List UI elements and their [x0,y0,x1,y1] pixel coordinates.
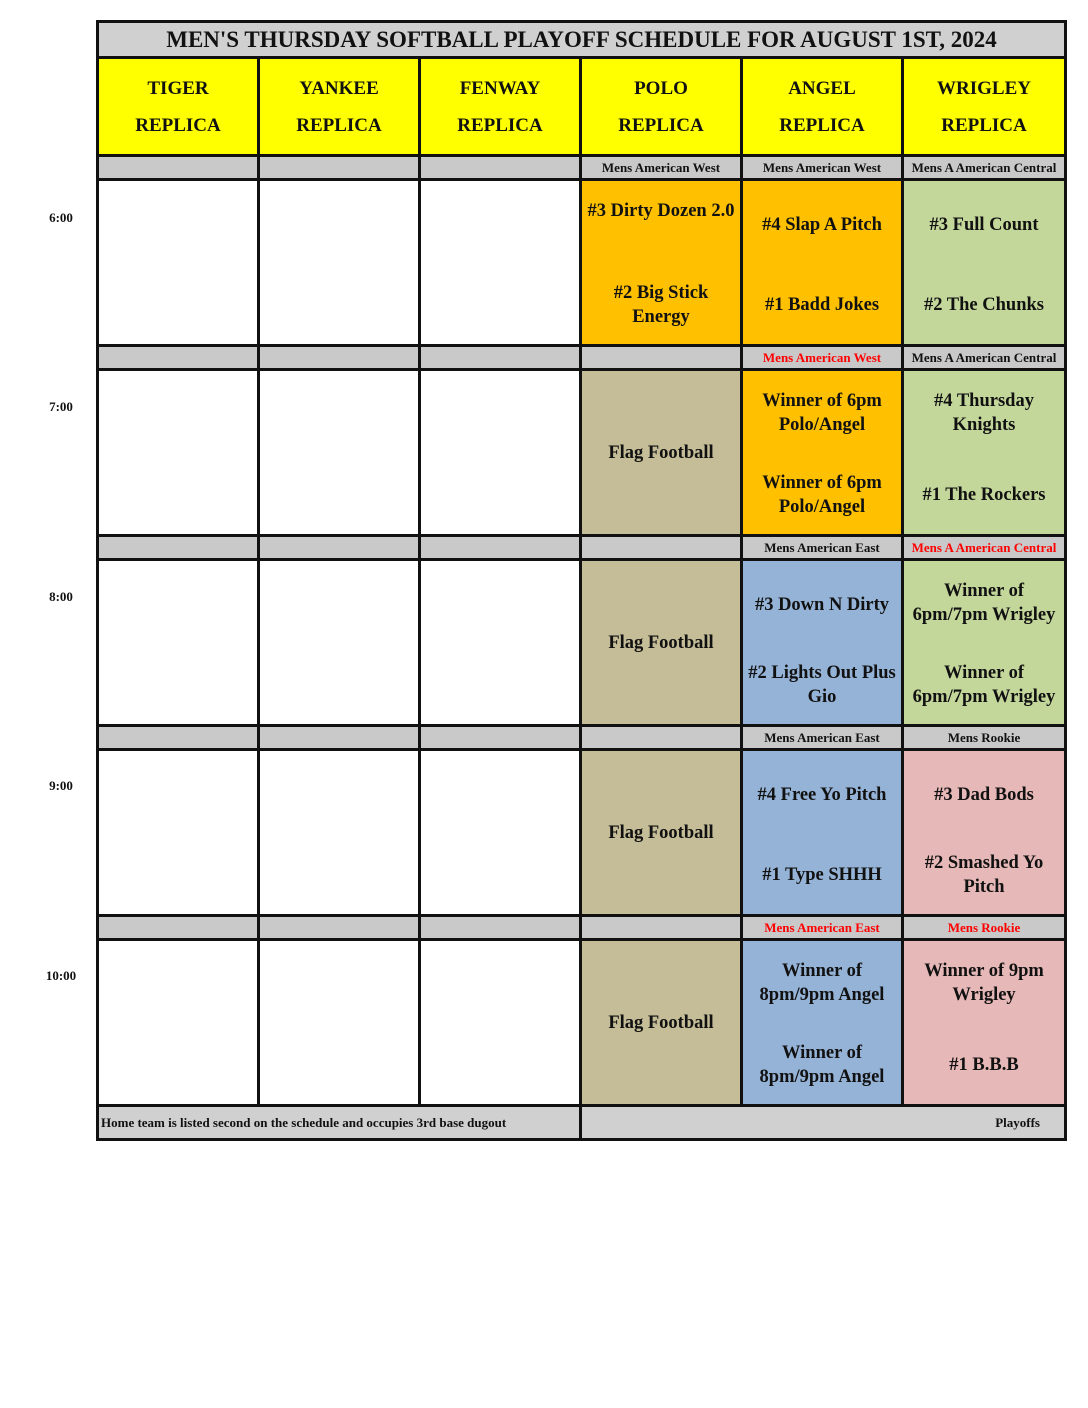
division-cell [259,726,420,750]
home-team: #2 Big Stick Energy [613,282,709,327]
game-row [98,370,1066,536]
time-label-9: 9:00 [49,778,73,793]
division-label-polo: Mens American West [581,156,742,180]
game-cell-wrigley [903,560,1066,726]
empty-slot [259,370,420,536]
empty-slot [98,560,259,726]
schedule-table [96,20,1067,1141]
division-label-angel: Mens American West [742,156,903,180]
division-label-wrigley: Mens Rookie [903,916,1066,940]
empty-slot [259,750,420,916]
division-cell [420,916,581,940]
away-team: #4 Free Yo Pitch [757,784,887,805]
division-cell [420,346,581,370]
away-team: #3 Dad Bods [934,784,1034,805]
division-label-angel: Mens American East [742,536,903,560]
away-team: Winner of 8pm/9pm Angel [759,960,885,1005]
home-team: #1 Type SHHH [762,864,882,885]
empty-slot [420,940,581,1106]
game-row [98,560,1066,726]
field-header-tiger: TIGER REPLICA [98,58,259,156]
time-label-7: 7:00 [49,399,73,414]
division-cell [98,536,259,560]
division-label-wrigley: Mens A American Central [903,536,1066,560]
away-team: #3 Dirty Dozen 2.0 [587,200,735,221]
away-team: #3 Down N Dirty [754,594,890,615]
division-cell [98,346,259,370]
home-team: #1 B.B.B [949,1054,1019,1075]
empty-slot [259,560,420,726]
division-label-polo [581,726,742,750]
home-team: #1 Badd Jokes [764,294,880,315]
division-row [98,346,1066,370]
game-cell-angel [742,370,903,536]
division-label-angel: Mens American East [742,916,903,940]
home-team: Winner of 6pm Polo/Angel [762,472,882,517]
game-cell-angel [742,750,903,916]
time-label-10: 10:00 [45,968,77,983]
division-cell [98,726,259,750]
empty-slot [98,180,259,346]
game-cell-wrigley [903,750,1066,916]
page-title: MEN'S THURSDAY SOFTBALL PLAYOFF SCHEDULE FOR AUGUST 1ST, 2024 [98,22,1066,58]
empty-slot [259,180,420,346]
division-label-wrigley: Mens A American Central [903,156,1066,180]
division-label-angel: Mens American East [742,726,903,750]
game-cell-polo: Flag Football [581,560,742,726]
division-cell [98,156,259,180]
game-row [98,750,1066,916]
game-cell-angel [742,940,903,1106]
game-row [98,940,1066,1106]
home-team: #2 Lights Out Plus Gio [748,662,896,707]
division-label-angel: Mens American West [742,346,903,370]
field-header-yankee: YANKEE REPLICA [259,58,420,156]
empty-slot [98,940,259,1106]
game-cell-wrigley [903,180,1066,346]
division-cell [98,916,259,940]
away-team: #4 Slap A Pitch [762,214,882,235]
home-team: #2 The Chunks [924,294,1044,315]
game-cell-polo: Flag Football [581,750,742,916]
away-team: Winner of 9pm Wrigley [924,960,1044,1005]
footer-row [98,1106,1066,1140]
division-cell [420,536,581,560]
division-label-polo [581,536,742,560]
game-cell-wrigley [903,940,1066,1106]
division-cell [259,536,420,560]
field-header-fenway: FENWAY REPLICA [420,58,581,156]
game-cell-wrigley [903,370,1066,536]
division-label-wrigley: Mens Rookie [903,726,1066,750]
division-row [98,536,1066,560]
game-cell-polo [581,180,742,346]
division-label-polo [581,346,742,370]
field-header-row [98,58,1066,156]
division-cell [420,726,581,750]
field-header-angel: ANGEL REPLICA [742,58,903,156]
game-cell-polo: Flag Football [581,370,742,536]
division-cell [259,916,420,940]
division-row [98,916,1066,940]
game-cell-angel [742,180,903,346]
division-row [98,156,1066,180]
footer-label: Playoffs [581,1106,1066,1140]
division-cell [259,346,420,370]
home-team: #1 The Rockers [922,484,1046,505]
division-row [98,726,1066,750]
empty-slot [259,940,420,1106]
game-row [98,180,1066,346]
division-label-polo [581,916,742,940]
away-team: Winner of 6pm/7pm Wrigley [912,580,1056,625]
home-team: Winner of 6pm/7pm Wrigley [912,662,1056,707]
time-label-6: 6:00 [49,210,73,225]
time-label-8: 8:00 [49,589,73,604]
field-header-wrigley: WRIGLEY REPLICA [903,58,1066,156]
away-team: #4 Thursday Knights [934,390,1034,435]
empty-slot [420,370,581,536]
home-team: #2 Smashed Yo Pitch [924,852,1044,897]
footer-note: Home team is listed second on the schedule and occupies 3rd base dugout [98,1106,581,1140]
division-cell [259,156,420,180]
away-team: #3 Full Count [929,214,1039,235]
field-header-polo: POLO REPLICA [581,58,742,156]
division-label-wrigley: Mens A American Central [903,346,1066,370]
home-team: Winner of 8pm/9pm Angel [759,1042,885,1087]
division-cell [420,156,581,180]
away-team: Winner of 6pm Polo/Angel [762,390,882,435]
empty-slot [420,560,581,726]
empty-slot [420,180,581,346]
game-cell-polo: Flag Football [581,940,742,1106]
empty-slot [98,370,259,536]
game-cell-angel [742,560,903,726]
empty-slot [98,750,259,916]
empty-slot [420,750,581,916]
